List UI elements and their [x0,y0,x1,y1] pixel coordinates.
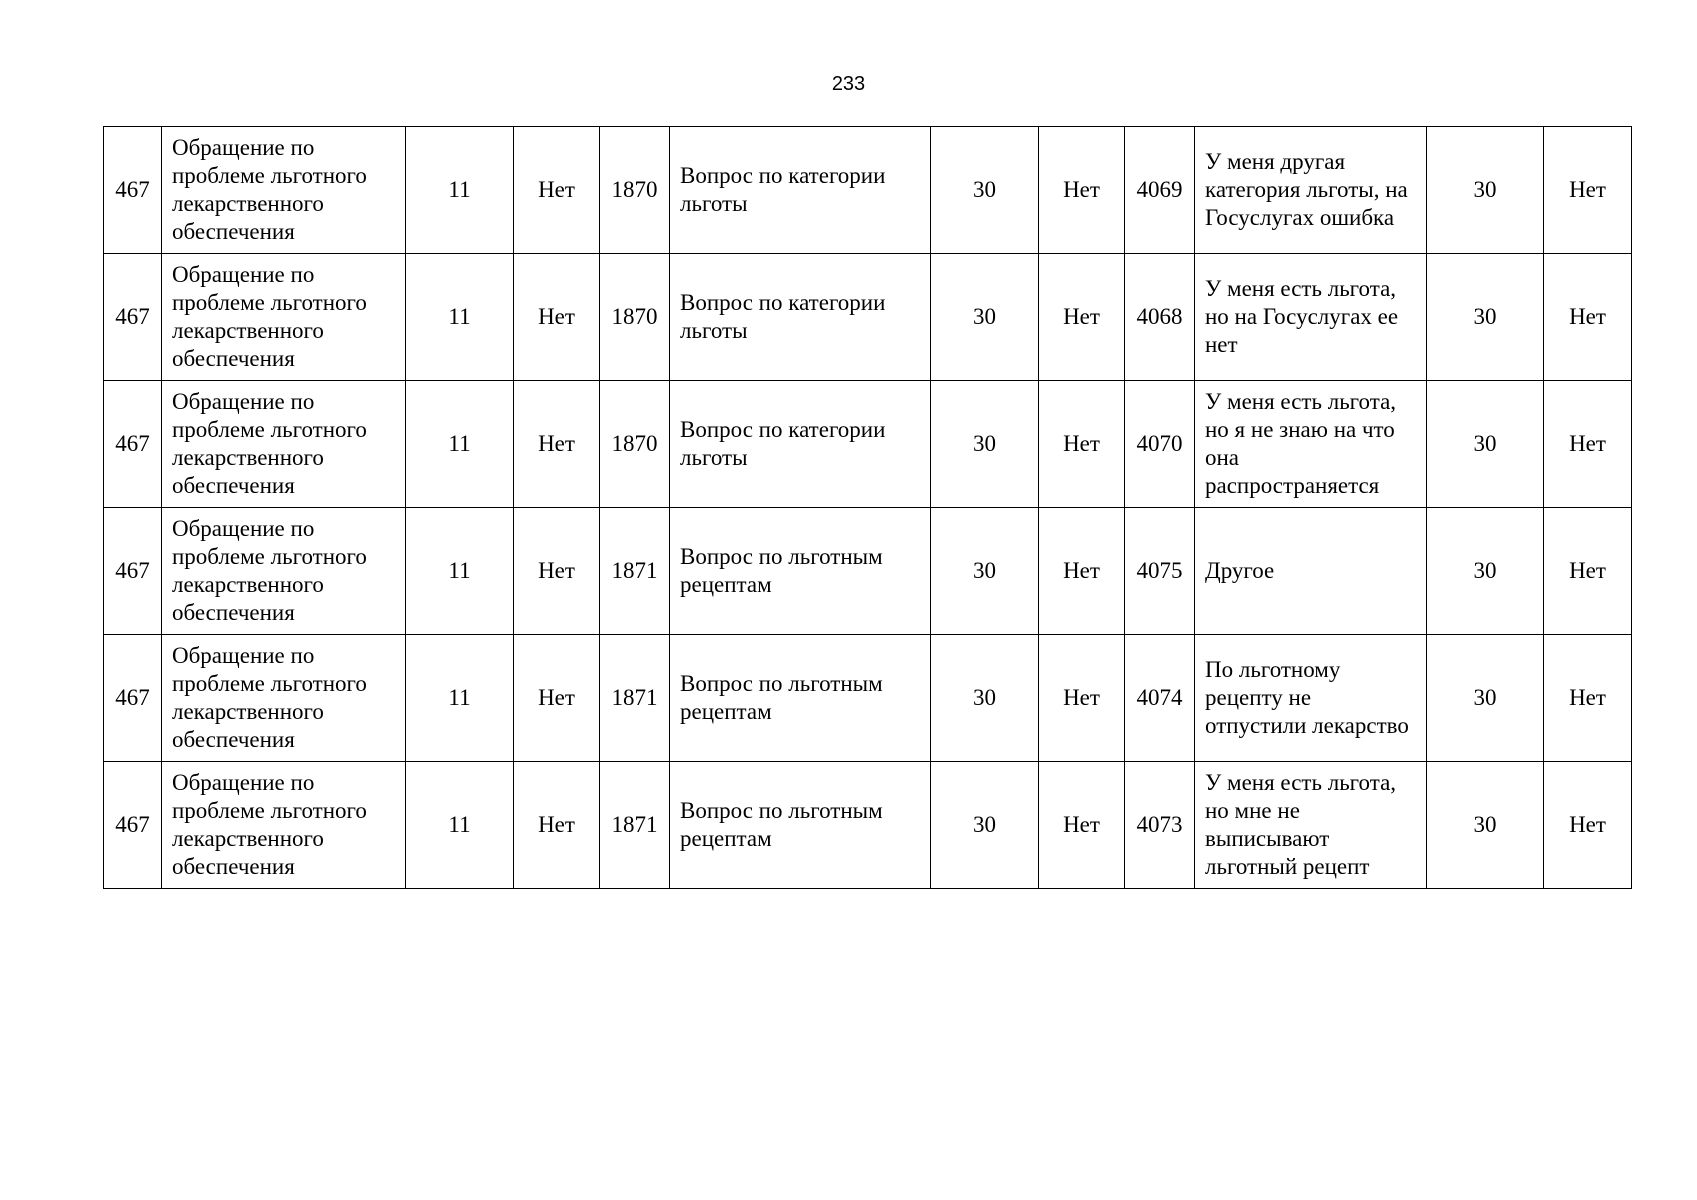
table-row [104,381,1632,508]
service-days-cell: 11 [406,127,514,254]
service-flag-cell: Нет [514,508,600,635]
topic-id-cell: 1871 [600,508,670,635]
subtopic-id-cell: 4074 [1125,635,1195,762]
topic-flag-cell: Нет [1039,762,1125,889]
page-number: 233 [831,73,866,95]
subtopic-name-cell: У меня есть льгота, но мне не выписывают льготный рецепт [1195,762,1427,889]
service-days-cell: 11 [406,381,514,508]
subtopic-name-cell: У меня есть льгота, но я не знаю на что она распространяется [1195,381,1427,508]
service-flag-cell: Нет [514,254,600,381]
service-name-cell: Обращение по проблеме льготного лекарственного обеспечения [162,127,406,254]
service-name-cell: Обращение по проблеме льготного лекарственного обеспечения [162,508,406,635]
subtopic-id-cell: 4075 [1125,508,1195,635]
table-row [104,635,1632,762]
subtopic-flag-cell: Нет [1544,381,1632,508]
service-flag-cell: Нет [514,762,600,889]
subtopic-days-cell: 30 [1427,762,1544,889]
topic-days-cell: 30 [931,381,1039,508]
subtopic-id-cell: 4073 [1125,762,1195,889]
subtopic-flag-cell: Нет [1544,127,1632,254]
topic-flag-cell: Нет [1039,635,1125,762]
topic-id-cell: 1870 [600,254,670,381]
topic-days-cell: 30 [931,635,1039,762]
service-flag-cell: Нет [514,381,600,508]
topic-name-cell: Вопрос по категории льготы [670,381,931,508]
subtopic-id-cell: 4070 [1125,381,1195,508]
subtopic-flag-cell: Нет [1544,254,1632,381]
subtopic-days-cell: 30 [1427,635,1544,762]
subtopic-name-cell: У меня есть льгота, но на Госуслугах ее нет [1195,254,1427,381]
service-days-cell: 11 [406,254,514,381]
subtopic-days-cell: 30 [1427,381,1544,508]
topic-name-cell: Вопрос по категории льготы [670,254,931,381]
topic-flag-cell: Нет [1039,127,1125,254]
subtopic-flag-cell: Нет [1544,508,1632,635]
service-days-cell: 11 [406,508,514,635]
service-id-cell: 467 [104,381,162,508]
table-row [104,762,1632,889]
topic-name-cell: Вопрос по льготным рецептам [670,762,931,889]
subtopic-name-cell: По льготному рецепту не отпустили лекарство [1195,635,1427,762]
topic-days-cell: 30 [931,762,1039,889]
table-row [104,508,1632,635]
service-days-cell: 11 [406,762,514,889]
subtopic-days-cell: 30 [1427,508,1544,635]
service-flag-cell: Нет [514,127,600,254]
topic-id-cell: 1870 [600,127,670,254]
service-id-cell: 467 [104,254,162,381]
topic-name-cell: Вопрос по льготным рецептам [670,635,931,762]
subtopic-id-cell: 4069 [1125,127,1195,254]
topic-flag-cell: Нет [1039,508,1125,635]
topic-days-cell: 30 [931,508,1039,635]
service-id-cell: 467 [104,762,162,889]
topic-id-cell: 1871 [600,635,670,762]
subtopic-name-cell: Другое [1195,508,1427,635]
table-row [104,254,1632,381]
subtopic-name-cell: У меня другая категория льготы, на Госуслугах ошибка [1195,127,1427,254]
subtopic-days-cell: 30 [1427,254,1544,381]
subtopic-flag-cell: Нет [1544,635,1632,762]
service-id-cell: 467 [104,508,162,635]
topic-days-cell: 30 [931,127,1039,254]
service-id-cell: 467 [104,127,162,254]
service-days-cell: 11 [406,635,514,762]
table-row [104,127,1632,254]
topic-days-cell: 30 [931,254,1039,381]
topic-flag-cell: Нет [1039,381,1125,508]
subtopic-id-cell: 4068 [1125,254,1195,381]
topic-flag-cell: Нет [1039,254,1125,381]
subtopic-days-cell: 30 [1427,127,1544,254]
service-flag-cell: Нет [514,635,600,762]
service-name-cell: Обращение по проблеме льготного лекарственного обеспечения [162,381,406,508]
service-name-cell: Обращение по проблеме льготного лекарственного обеспечения [162,254,406,381]
subtopic-flag-cell: Нет [1544,762,1632,889]
topic-id-cell: 1870 [600,381,670,508]
topic-id-cell: 1871 [600,762,670,889]
service-name-cell: Обращение по проблеме льготного лекарственного обеспечения [162,762,406,889]
service-name-cell: Обращение по проблеме льготного лекарственного обеспечения [162,635,406,762]
topic-name-cell: Вопрос по льготным рецептам [670,508,931,635]
service-id-cell: 467 [104,635,162,762]
document-table [103,126,1632,889]
topic-name-cell: Вопрос по категории льготы [670,127,931,254]
